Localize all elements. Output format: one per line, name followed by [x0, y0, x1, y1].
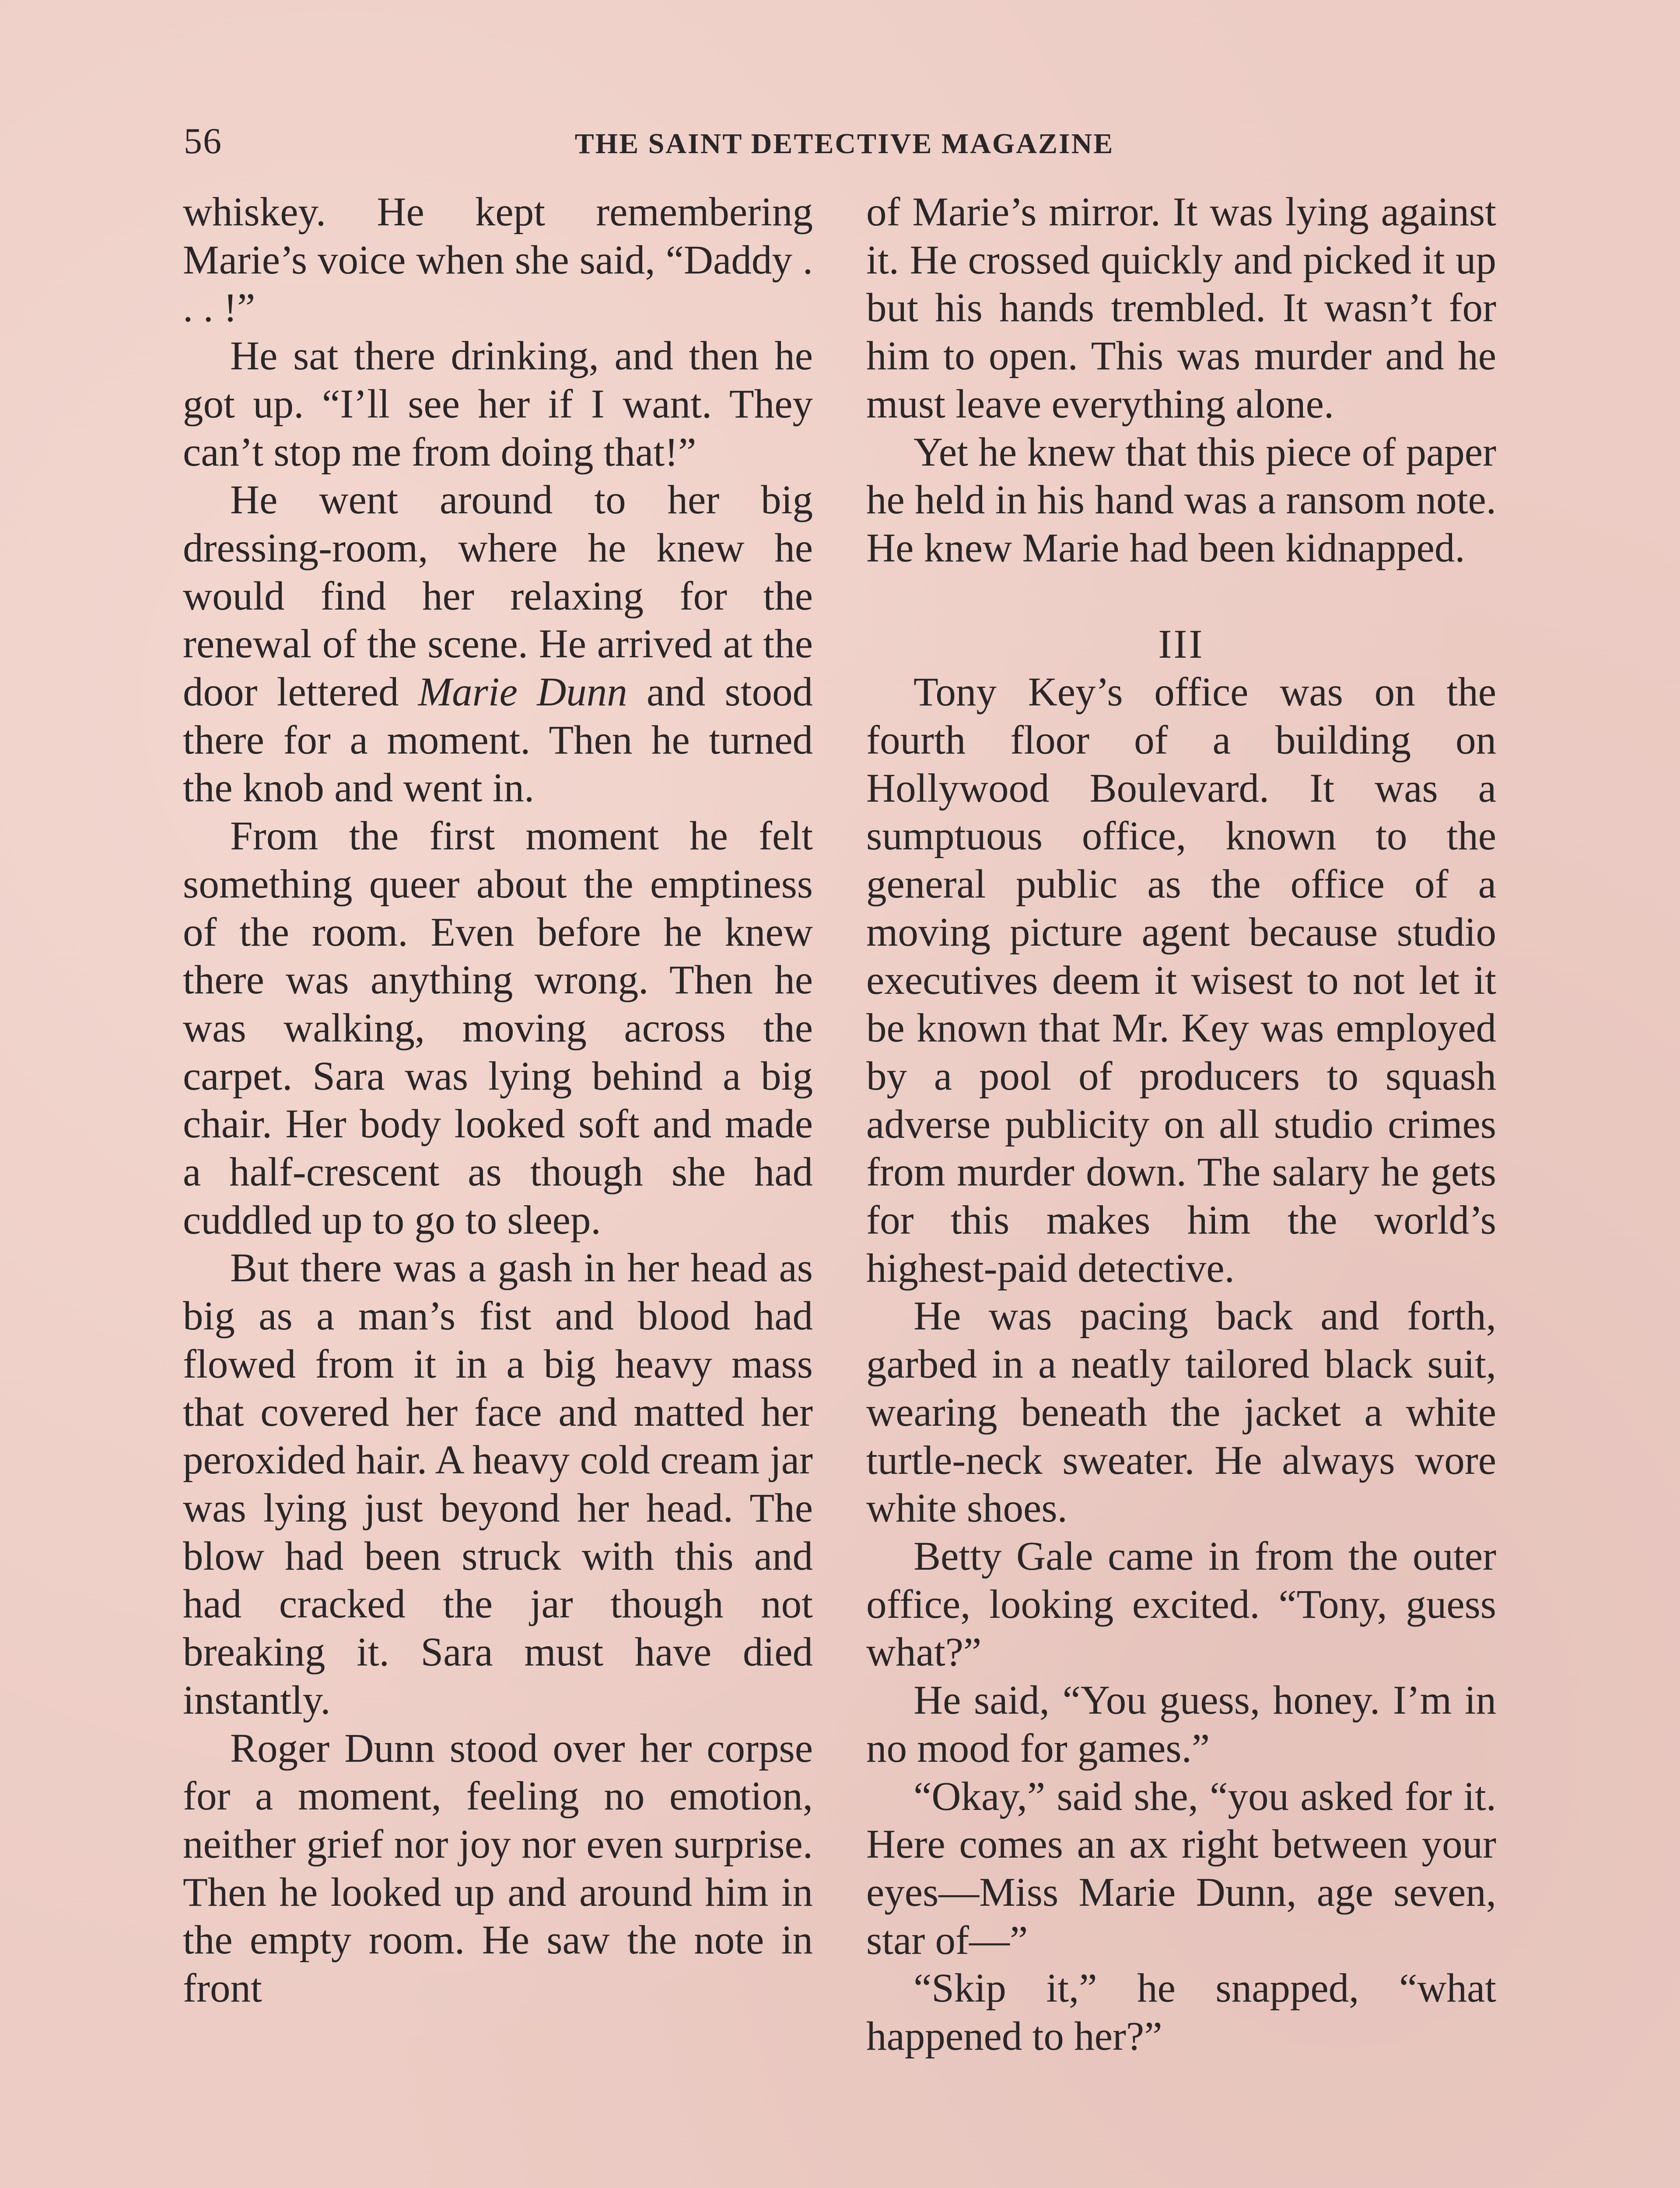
right-column — [866, 188, 1496, 2061]
paragraph: But there was a gash in her head as big as a man’s fist and blood had flowed from it in a big heavy mass that covered her face and matted her peroxided hair. A heavy cold cream jar was lying just beyond her head. The blow had been struck with this and had cracked the jar though not breaking it. Sara must have died instantly. — [183, 1245, 813, 1723]
page-number: 56 — [184, 121, 222, 161]
magazine-title: THE SAINT DETECTIVE MAGAZINE — [574, 128, 1114, 160]
paragraph: “Skip it,” he snapped, “what happened to her?” — [866, 1966, 1496, 2059]
paragraph: He said, “You guess, honey. I’m in no mood for games.” — [866, 1678, 1496, 1771]
paragraph: Roger Dunn stood over her corpse for a moment, feeling no emotion, neither grief nor joy nor even surprise. Then he looked up and around him in the empty room. He saw the note in front — [183, 1725, 813, 2011]
left-column — [183, 188, 813, 2013]
door-lettering: Marie Dunn — [418, 670, 627, 715]
paragraph-text: He went around to her big dressing-room, where he knew he would find her relaxing for the renewal of the scene. He arrived at the door lettered — [183, 477, 813, 715]
paragraph: Betty Gale came in from the outer office, looking excited. “Tony, guess what?” — [866, 1533, 1496, 1675]
paragraph: Tony Key’s office was on the fourth floor of a building on Hollywood Boulevard. It was a sumptuous office, known to the general public as the office of a moving picture agent because studio executives deem it wisest to not let it be known that Mr. Key was employed by a pool of producers to squash adverse publicity on all studio crimes from murder down. The salary he gets for this makes him the world’s highest-paid detective. — [866, 670, 1496, 1291]
paragraph: “Okay,” said she, “you asked for it. Here comes an ax right between your eyes—Miss Marie Dunn, age seven, star of—” — [866, 1774, 1496, 1963]
running-head — [184, 117, 1505, 165]
paragraph: He sat there drinking, and then he got up. “I’ll see her if I want. They can’t stop me from doing that!” — [183, 333, 813, 475]
paragraph: From the first moment he felt something queer about the emptiness of the room. Even before he knew there was anything wrong. Then he was walking, moving across the carpet. Sara was lying behind a big chair. Her body looked soft and made a half-crescent as though she had cuddled up to go to sleep. — [183, 813, 813, 1243]
paragraph-text: and stood there for a moment. Then he turned the knob and went in. — [183, 670, 813, 811]
paragraph: of Marie’s mirror. It was lying against it. He crossed quickly and picked it up but his hands trembled. It wasn’t for him to open. This was murder and he must leave everything alone. — [866, 189, 1496, 427]
paragraph — [183, 476, 813, 812]
paragraph: Yet he knew that this piece of paper he held in his hand was a ransom note. He knew Marie had been kidnapped. — [866, 429, 1496, 571]
paragraph: He was pacing back and forth, garbed in a neatly tailored black suit, wearing beneath the jacket a white turtle-neck sweater. He always wore white shoes. — [866, 1294, 1496, 1531]
paragraph: whiskey. He kept remembering Marie’s voice when she said, “Daddy . . . !” — [183, 189, 813, 331]
section-heading: III — [1158, 621, 1204, 667]
